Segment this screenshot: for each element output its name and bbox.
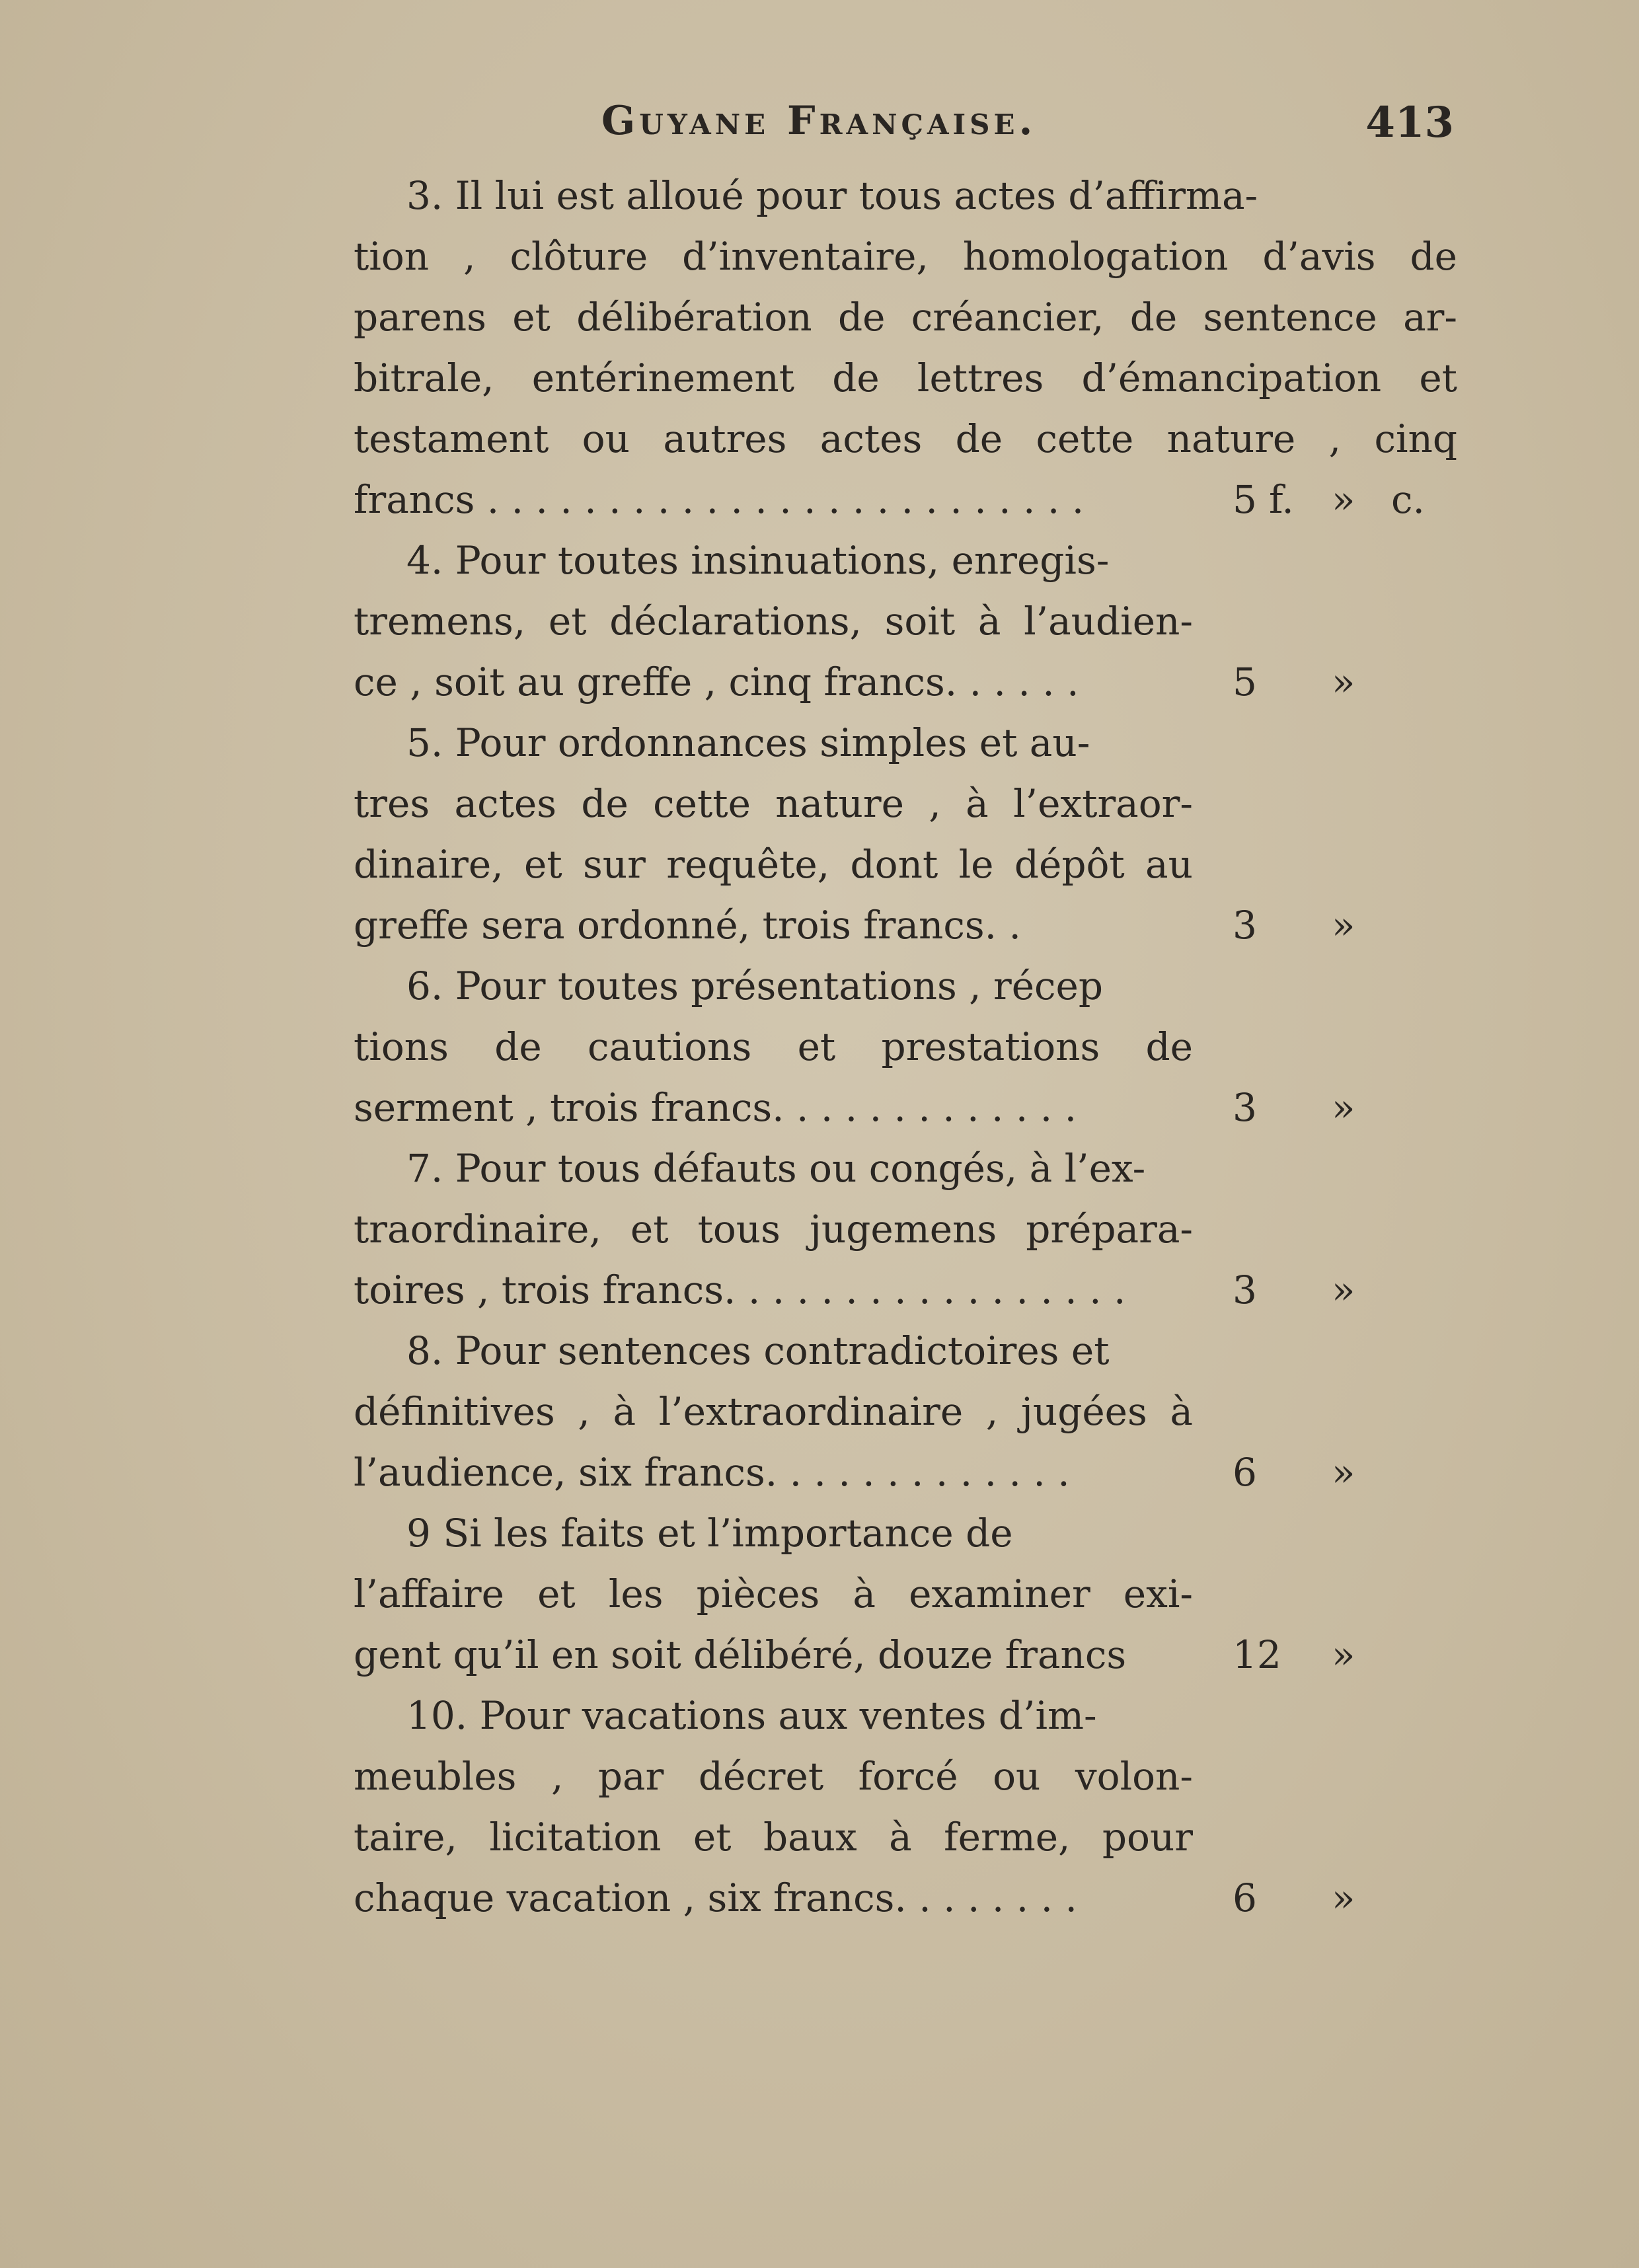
- running-title: Guyane Française.: [601, 98, 1037, 144]
- price-ditto: »: [1332, 477, 1355, 522]
- price-amount: 12: [1233, 1632, 1281, 1677]
- tariff-text: [354, 165, 1457, 1928]
- text-line: meubles , par décret forcé ou volon-: [354, 1754, 1193, 1799]
- price-line: [354, 1624, 1457, 1685]
- tariff-article-10: [354, 1685, 1457, 1928]
- text-line: bitrale, entérinement de lettres d’émancipation et: [354, 356, 1457, 400]
- leader-text: serment , trois francs. . . . . . . . . . . . .: [354, 1085, 1077, 1130]
- tariff-article-3: [354, 165, 1457, 530]
- text-line: 6. Pour toutes présentations , récep: [406, 964, 1103, 1008]
- text-line: tions de cautions et prestations de: [354, 1024, 1193, 1069]
- text-line: taire, licitation et baux à ferme, pour: [354, 1815, 1193, 1860]
- price-ditto: »: [1332, 1450, 1355, 1495]
- price-cent: c.: [1391, 477, 1425, 522]
- tariff-article-8: [354, 1320, 1457, 1503]
- price-amount: 5: [1233, 477, 1257, 522]
- text-line: tion , clôture d’inventaire, homologation d’avis de: [354, 234, 1457, 279]
- text-line: 7. Pour tous défauts ou congés, à l’ex-: [406, 1146, 1146, 1191]
- price-ditto: »: [1332, 1875, 1355, 1920]
- text-line: 3. Il lui est alloué pour tous actes d’affirma-: [406, 173, 1258, 218]
- text-line: testament ou autres actes de cette nature , cinq: [354, 416, 1457, 461]
- leader-text: toires , trois francs. . . . . . . . . . . . . . . . .: [354, 1267, 1126, 1312]
- price-ditto: »: [1332, 1085, 1355, 1130]
- text-line: 5. Pour ordonnances simples et au-: [406, 720, 1090, 765]
- price-ditto: »: [1332, 903, 1355, 948]
- price-unit: f.: [1269, 477, 1294, 522]
- price-line: [354, 1077, 1457, 1138]
- tariff-article-5: [354, 712, 1457, 956]
- tariff-article-9: [354, 1503, 1457, 1685]
- price-line: [354, 1442, 1457, 1503]
- price-line: [354, 895, 1457, 956]
- leader-text: l’audience, six francs. . . . . . . . . . . . .: [354, 1450, 1070, 1495]
- text-line: 10. Pour vacations aux ventes d’im-: [406, 1693, 1097, 1738]
- price-amount: 3: [1233, 903, 1257, 948]
- leader-text: gent qu’il en soit délibéré, douze francs: [354, 1632, 1127, 1677]
- price-amount: 3: [1233, 1085, 1257, 1130]
- price-ditto: »: [1332, 1632, 1355, 1677]
- leader-text: ce , soit au greffe , cinq francs. . . . . .: [354, 660, 1079, 704]
- tariff-article-7: [354, 1138, 1457, 1320]
- text-line: parens et délibération de créancier, de sentence ar-: [354, 295, 1457, 340]
- text-line: dinaire, et sur requête, dont le dépôt au: [354, 842, 1193, 887]
- text-line: tremens, et déclarations, soit à l’audien-: [354, 599, 1193, 644]
- leader-text: greffe sera ordonné, trois francs. .: [354, 903, 1021, 948]
- text-line: 4. Pour toutes insinuations, enregis-: [406, 538, 1110, 583]
- text-line: traordinaire, et tous jugemens prépara-: [354, 1207, 1193, 1252]
- text-line: 9 Si les faits et l’importance de: [406, 1511, 1013, 1556]
- text-line: tres actes de cette nature , à l’extraor-: [354, 781, 1193, 826]
- leader-text: chaque vacation , six francs. . . . . . . .: [354, 1875, 1077, 1920]
- text-line: 8. Pour sentences contradictoires et: [406, 1328, 1110, 1373]
- leader-text: francs . . . . . . . . . . . . . . . . . . . . . . . . .: [354, 477, 1085, 522]
- text-line: définitives , à l’extraordinaire , jugées à: [354, 1389, 1193, 1434]
- price-amount: 5: [1233, 660, 1257, 704]
- price-amount: 6: [1233, 1450, 1257, 1495]
- tariff-article-4: [354, 530, 1457, 712]
- price-ditto: »: [1332, 660, 1355, 704]
- page-header: [357, 98, 1454, 170]
- price-line: [354, 1868, 1457, 1928]
- price-ditto: »: [1332, 1267, 1355, 1312]
- text-line: l’affaire et les pièces à examiner exi-: [354, 1571, 1193, 1616]
- price-amount: 3: [1233, 1267, 1257, 1312]
- price-amount: 6: [1233, 1875, 1257, 1920]
- price-line: [354, 469, 1457, 530]
- price-line: [354, 1260, 1457, 1320]
- price-line: [354, 652, 1457, 712]
- page-number: 413: [1365, 98, 1454, 147]
- tariff-article-6: [354, 956, 1457, 1138]
